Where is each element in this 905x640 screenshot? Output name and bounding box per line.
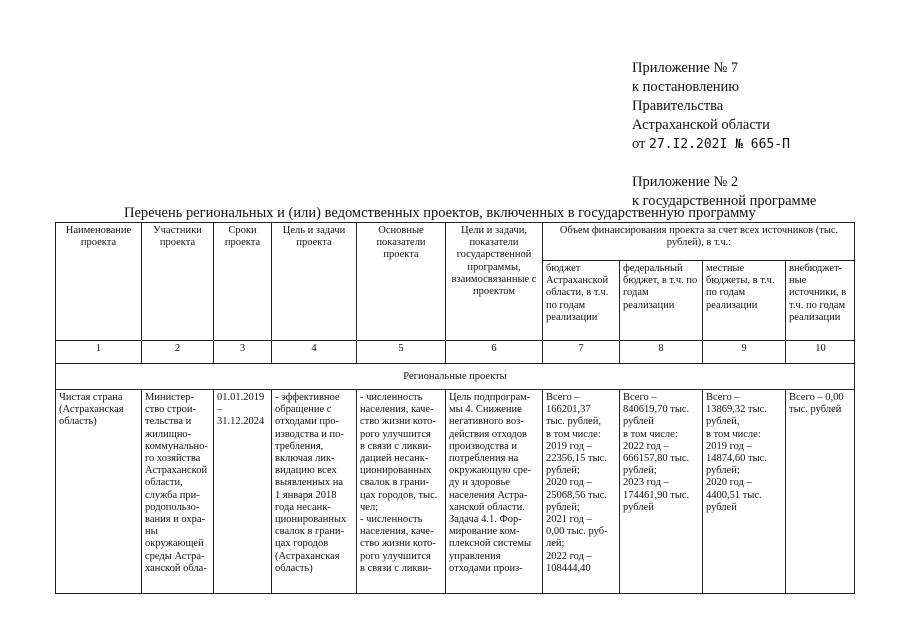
col-number: 7 [542, 340, 619, 363]
resolution-date-line [632, 135, 816, 154]
cell-funding-local: Всего – 13869,32 тыс. рублей, в том числе: 2019 год – 14874,60 тыс. рублей; 2020 год – 4400,51 тыс. рублей [702, 389, 785, 594]
header-line-3: Правительства [632, 98, 724, 114]
col-number: 6 [445, 340, 542, 363]
cell-funding-extrabudgetary: Всего – 0,00 тыс. рублей [785, 389, 855, 594]
header-line-6: к государственной программе [632, 193, 817, 209]
header-terms: Сроки проекта [213, 222, 271, 340]
col-number: 2 [141, 340, 213, 363]
appendix-7-label: Приложение № 7 [632, 60, 739, 76]
col-number: 1 [55, 340, 141, 363]
date-prefix: от [632, 136, 646, 152]
col-number: 10 [785, 340, 855, 363]
header-name: Наименование проекта [55, 222, 141, 340]
cell-participants: Министер- ство строи- тельства и жилищно- коммунально- го хозяйства Астраханской области, служба при- родопользо- вания и охра- ны окружающей среды Астра- ханской обла- [141, 389, 213, 594]
cell-funding-regional: Всего – 166201,37 тыс. рублей, в том числе: 2019 год – 22356,15 тыс. рублей; 2020 год – 25068,56 тыс. рублей; 2021 год – 0,00 тыс. руб- лей; 2022 год – 108444,40 [542, 389, 619, 594]
header-participants: Участники проекта [141, 222, 213, 340]
header-indicators: Основные показатели проекта [356, 222, 445, 340]
appendix-2-label: Приложение № 2 [632, 174, 739, 190]
cell-program-goals: Цель подпрограм- мы 4. Снижение негативного воз- действия отходов производства и потребления на окружающую сре- ду и здоровье населения Астра- ханской области. Задача 4.1. Фор- мирование ком- плексной системы управления отходами произ- [445, 389, 542, 594]
cell-project-name: Чистая страна (Астраханская область) [55, 389, 141, 594]
header-funding-regional: бюджет Астраханской области, в т.ч. по годам реализации [542, 260, 619, 340]
header-funding-local: местные бюджеты, в т.ч. по годам реализации [702, 260, 785, 340]
header-funding-federal: федеральный бюджет, в т.ч. по годам реализации [619, 260, 702, 340]
header-goals: Цель и задачи проекта [271, 222, 356, 340]
cell-terms: 01.01.2019 – 31.12.2024 [213, 389, 271, 594]
col-number: 9 [702, 340, 785, 363]
document-title: Перечень региональных и (или) ведомственных проектов, включенных в государственную программу [124, 205, 756, 221]
cell-indicators: - численность населения, каче- ство жизни кото- рого улучшится в связи с ликви- дацией несанк- ционированных свалок в грани- цах городов, тыс. чел; - численность населения, каче- ство жизни кото- рого улучшится в связи с ликви- [356, 389, 445, 594]
document-header [632, 59, 816, 211]
col-number: 5 [356, 340, 445, 363]
col-number: 8 [619, 340, 702, 363]
col-number: 3 [213, 340, 271, 363]
col-number: 4 [271, 340, 356, 363]
header-line-2: к постановлению [632, 79, 740, 95]
cell-funding-federal: Всего – 840619,70 тыс. рублей в том числе: 2022 год – 666157,80 тыс. рублей; 2023 год – 174461,90 тыс. рублей [619, 389, 702, 594]
header-funding-extrabudgetary: внебюджет-ные источники, в т.ч. по годам реализации [785, 260, 855, 340]
date-value: 27.I2.202I № 665-П [649, 137, 790, 152]
projects-table [55, 222, 855, 594]
header-funding: Объем финансирования проекта за счет всех источников (тыс. рублей), в т.ч.: [542, 222, 855, 260]
header-program-goals: Цели и задачи, показатели государственной программы, взаимосвязанные с проектом [445, 222, 542, 340]
header-line-4: Астраханской области [632, 117, 770, 133]
section-regional-projects: Региональные проекты [55, 363, 855, 389]
cell-goals: - эффективное обращение с отходами про- изводства и по- требления, включая лик- видацию всех выявленных на 1 января 2018 года несанк- ционированных свалок в грани- цах городов (Астраханская область) [271, 389, 356, 594]
